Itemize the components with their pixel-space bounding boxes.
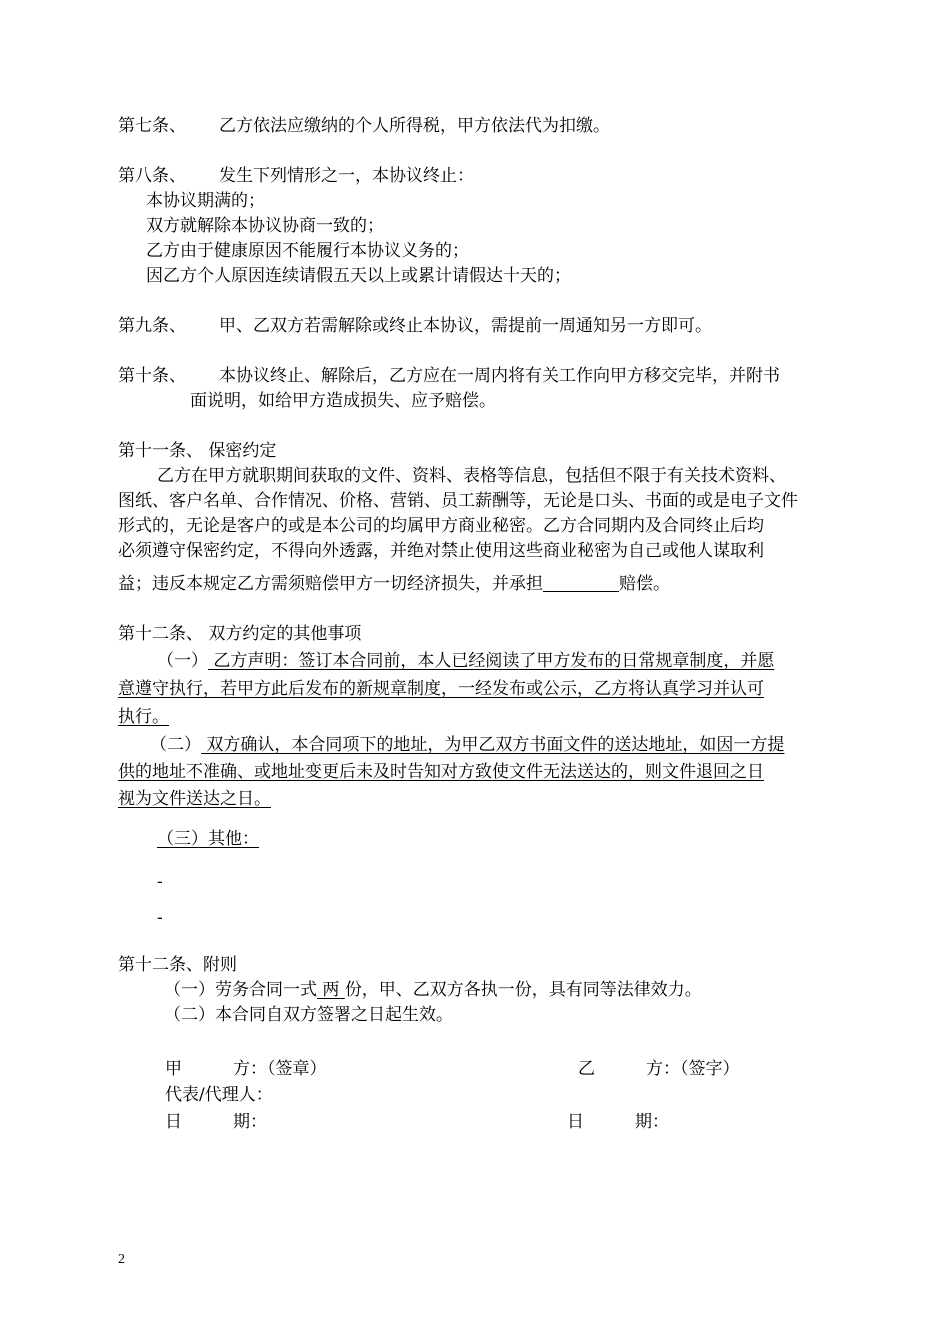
article-8-heading: 第八条、 <box>118 166 186 186</box>
article-8-item: 本协议期满的； <box>146 191 265 211</box>
article-12-heading: 第十二条、 双方约定的其他事项 <box>118 624 362 644</box>
article-7-heading: 第七条、 <box>118 116 186 136</box>
supplementary-item-2: （二）本合同自双方签署之日起生效。 <box>164 1005 453 1025</box>
clause-1-text-line: 意遵守执行，若甲方此后发布的新规章制度，一经发布或公示，乙方将认真学习并认可 <box>118 679 764 699</box>
article-11-text-line <box>118 571 670 597</box>
article-11-text-line: 图纸、客户名单、合作情况、价格、营销、员工薪酬等，无论是口头、书面的或是电子文件 <box>118 491 798 511</box>
clause-1-text-line: 执行。 <box>118 707 169 727</box>
dash-bullet: - <box>157 908 163 928</box>
article-9-text: 甲、乙双方若需解除或终止本协议，需提前一周通知另一方即可。 <box>219 316 712 336</box>
article-8-item: 双方就解除本协议协商一致的； <box>146 216 384 236</box>
clause-2-number: （二） <box>150 735 201 755</box>
supplementary-item-1 <box>164 977 702 1003</box>
party-b-date: 日 期： <box>567 1112 669 1132</box>
dash-bullet: - <box>157 872 163 892</box>
article-11-heading: 第十一条、 保密约定 <box>118 441 277 461</box>
article-10-text-line: 本协议终止、解除后，乙方应在一周内将有关工作向甲方移交完毕，并附书 <box>219 366 780 386</box>
article-11-text-line: 乙方在甲方就职期间获取的文件、资料、表格等信息，包括但不限于有关技术资料、 <box>157 466 786 486</box>
clause-2-line <box>150 732 784 758</box>
clause-1-number: （一） <box>157 651 208 671</box>
clause-2-text: 双方确认，本合同项下的地址，为甲乙双方书面文件的送达地址，如因一方提 <box>201 735 785 755</box>
clause-2-text-line: 供的地址不准确、或地址变更后未及时告知对方致使文件无法送达的，则文件退回之日 <box>118 762 764 782</box>
party-a-signature: 甲 方：（签章） <box>165 1059 327 1079</box>
article-8-item: 因乙方个人原因连续请假五天以上或累计请假达十天的； <box>146 266 571 286</box>
article-11-text-line: 形式的，无论是客户的或是本公司的均属甲方商业秘密。乙方合同期内及合同终止后均 <box>118 516 764 536</box>
article-8-text: 发生下列情形之一，本协议终止： <box>219 166 474 186</box>
supplementary-text: （一）劳务合同一式 <box>164 980 317 1000</box>
representative-label: 代表/代理人： <box>165 1085 273 1105</box>
clause-3-other: （三）其他： <box>157 829 259 849</box>
clause-2-text-line: 视为文件送达之日。 <box>118 789 271 809</box>
article-8-item: 乙方由于健康原因不能履行本协议义务的； <box>146 241 469 261</box>
article-10-heading: 第十条、 <box>118 366 186 386</box>
page-number: 2 <box>118 1252 125 1267</box>
article-11-text: 益；违反本规定乙方需须赔偿甲方一切经济损失，并承担 <box>118 574 543 594</box>
article-7-text: 乙方依法应缴纳的个人所得税，甲方依法代为扣缴。 <box>219 116 610 136</box>
supplementary-heading: 第十二条、附则 <box>118 955 237 975</box>
clause-1-text: 乙方声明：签订本合同前，本人已经阅读了甲方发布的日常规章制度，并愿 <box>208 651 775 671</box>
clause-1-line <box>157 648 774 674</box>
party-a-date: 日 期： <box>165 1112 267 1132</box>
party-b-signature: 乙 方：（签字） <box>578 1059 740 1079</box>
article-10-text-line: 面说明，如给甲方造成损失、应予赔偿。 <box>190 391 496 411</box>
article-11-text-line: 必须遵守保密约定，不得向外透露，并绝对禁止使用这些商业秘密为自己或他人谋取利 <box>118 541 764 561</box>
supplementary-text: 份，甲、乙双方各执一份，具有同等法律效力。 <box>344 980 702 1000</box>
copies-count: 两 <box>317 980 345 1000</box>
fill-in-blank <box>543 574 619 592</box>
article-9-heading: 第九条、 <box>118 316 186 336</box>
article-11-text: 赔偿。 <box>619 574 670 594</box>
